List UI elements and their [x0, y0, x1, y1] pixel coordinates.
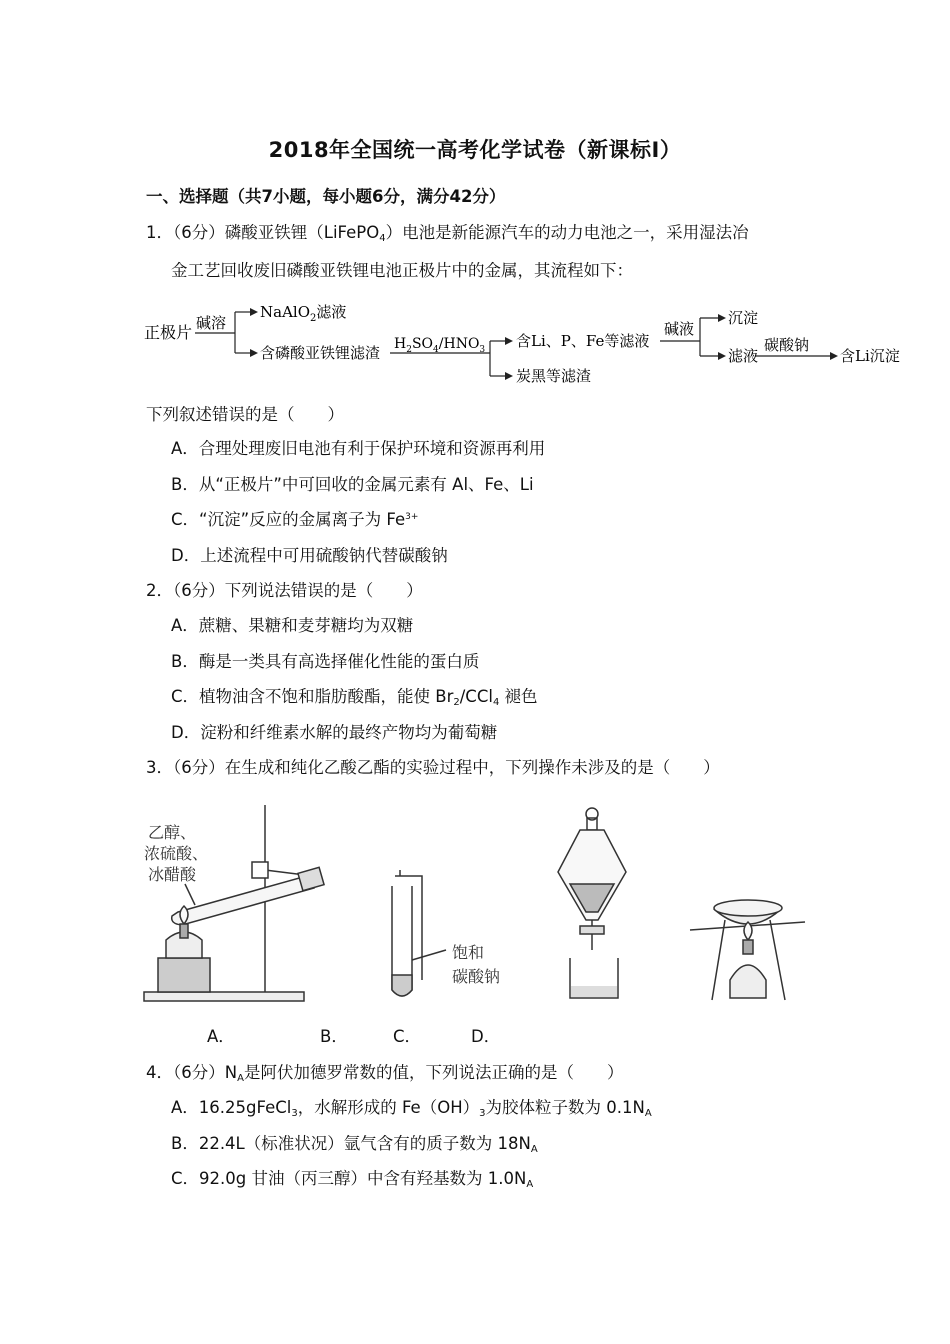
q3-caption-b: B．	[320, 1027, 348, 1046]
q2-option-c-sub1: 2	[453, 697, 460, 708]
q4-option-a-sub3: A	[644, 1108, 652, 1119]
section-heading: 一、选择题（共7小题，每小题6分，满分42分）	[146, 187, 506, 206]
q4-stem-text: 4．（6分）N	[146, 1063, 238, 1082]
q2-option-c-text2: /CCl	[459, 687, 493, 706]
flow-carbon-residue: 炭黑等滤渣	[516, 367, 592, 385]
q3-caption-c: C．	[393, 1027, 422, 1046]
q3-apparatus-figure	[140, 800, 820, 1010]
page-title: 2018年全国统一高考化学试卷（新课标Ⅰ）	[268, 138, 682, 162]
q3-caption-a: A．	[207, 1027, 235, 1046]
apparatus-c-separatory-funnel	[558, 808, 626, 998]
q4-stem-subscript: A	[237, 1073, 244, 1084]
flow-residue: 含磷酸亚铁锂滤渣	[260, 344, 381, 362]
q4-option-b-text: B．22.4L（标准状况）氩气含有的质子数为 18N	[171, 1134, 531, 1153]
flow-filtrate: 滤液	[728, 347, 759, 365]
q2-stem: 2．（6分）下列说法错误的是（ ）	[146, 581, 423, 600]
flow-acid-reagent: $H_2SO_4/HNO_3$	[394, 336, 486, 355]
fig-b-label-carbonate: 碳酸钠	[452, 967, 501, 986]
q1-stem-subscript: 4	[379, 233, 386, 244]
fig-b-label-saturated: 饱和	[452, 943, 485, 962]
q2-option-b: B．酶是一类具有高选择催化性能的蛋白质	[171, 652, 480, 671]
flow-li-precipitate: 含Li沉淀	[840, 347, 900, 365]
apparatus-a-heating	[144, 805, 324, 1001]
apparatus-b-collection	[392, 870, 500, 996]
q1-stem-text-2: ）电池是新能源汽车的动力电池之一，采用湿法冶	[385, 223, 749, 242]
q1-option-d: D．上述流程中可用硫酸钠代替碳酸钠	[171, 546, 448, 565]
q3-caption-d: D．	[471, 1027, 501, 1046]
flow-precipitate: 沉淀	[728, 309, 759, 327]
q1-option-a: A．合理处理废旧电池有利于保护环境和资源再利用	[171, 439, 546, 458]
flow-step-base: 碱液	[664, 320, 695, 338]
flow-step-carbonate: 碳酸钠	[764, 336, 810, 354]
q4-option-b	[171, 1133, 538, 1155]
q2-option-c	[171, 686, 538, 708]
fig-a-label-acetic: 冰醋酸	[148, 865, 197, 884]
flow-step-alkali: 碱溶	[196, 314, 227, 332]
flow-start: 正极片	[144, 323, 193, 342]
fig-a-label-sulfuric: 浓硫酸、	[144, 844, 209, 863]
apparatus-d-evaporation	[690, 900, 805, 1000]
flow-li-filtrate: 含Li、P、Fe等滤液	[516, 332, 650, 350]
flow-naalo2-filtrate: NaAlO$_2$滤液	[260, 303, 347, 324]
q4-option-a-text3: 为胶体粒子数为 0.1N	[485, 1098, 645, 1117]
q4-option-a	[171, 1097, 652, 1119]
q1-flowchart	[140, 296, 920, 396]
q4-option-c-text: C．92.0g 甘油（丙三醇）中含有羟基数为 1.0N	[171, 1169, 527, 1188]
q1-question: 下列叙述错误的是（ ）	[146, 405, 344, 424]
fig-a-label-ethanol: 乙醇、	[148, 823, 197, 842]
q1-option-b: B．从“正极片”中可回收的金属元素有 Al、Fe、Li	[171, 475, 534, 494]
q1-option-c	[171, 509, 418, 531]
q1-option-c-superscript: 3+	[405, 512, 419, 522]
q4-stem	[146, 1062, 623, 1084]
q4-option-c-sub: A	[526, 1179, 534, 1190]
q4-option-a-sub2: 3	[479, 1108, 486, 1119]
q4-stem-text-2: 是阿伏加德罗常数的值，下列说法正确的是（ ）	[243, 1063, 624, 1082]
q2-option-a: A．蔗糖、果糖和麦芽糖均为双糖	[171, 616, 414, 635]
q4-option-c	[171, 1168, 533, 1190]
q2-option-c-sub2: 4	[492, 697, 500, 708]
q4-option-a-text2: ，水解形成的 Fe（OH）	[297, 1098, 480, 1117]
q2-option-d: D．淀粉和纤维素水解的最终产物均为葡萄糖	[171, 723, 498, 742]
q2-option-c-text: C．植物油含不饱和脂肪酸酯，能使 Br	[171, 687, 454, 706]
q4-option-a-text: A．16.25gFeCl	[171, 1098, 292, 1117]
q1-stem-text: 1．（6分）磷酸亚铁锂（LiFePO	[146, 223, 380, 242]
q2-option-c-text3: 褪色	[499, 687, 538, 706]
q4-option-a-sub1: 3	[291, 1108, 298, 1119]
q4-option-b-sub: A	[530, 1144, 538, 1155]
q3-stem: 3．（6分）在生成和纯化乙酸乙酯的实验过程中，下列操作未涉及的是（ ）	[146, 758, 720, 777]
q1-stem-line2: 金工艺回收废旧磷酸亚铁锂电池正极片中的金属，其流程如下：	[171, 261, 633, 280]
q1-option-c-text: C．“沉淀”反应的金属离子为 Fe	[171, 510, 406, 529]
q1-stem-line1	[146, 222, 749, 244]
